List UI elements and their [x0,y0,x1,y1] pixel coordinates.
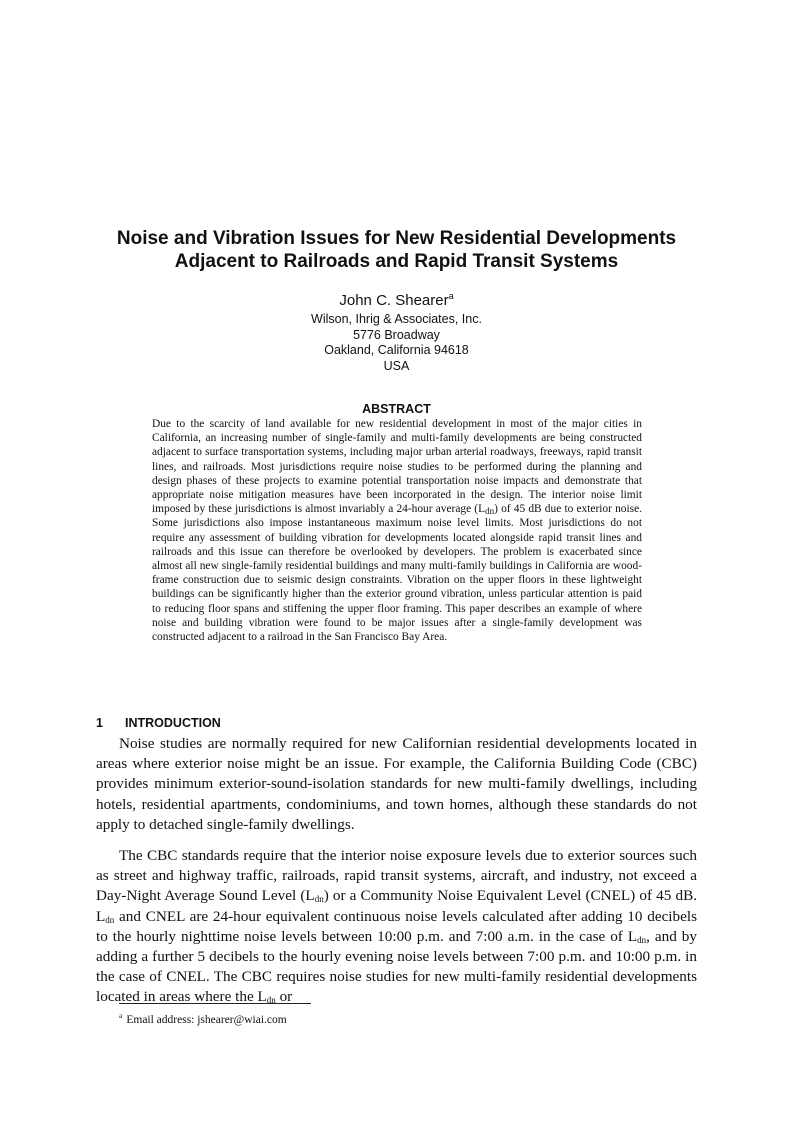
ldn-subscript: dn [485,506,495,517]
footnote-divider [119,1003,311,1004]
author-name [0,285,793,312]
abstract-heading: ABSTRACT [362,402,431,416]
affiliation-line: Oakland, California 94618 [324,343,469,357]
footnote-text: Email address: jshearer@wiai.com [126,1013,287,1026]
intro-paragraph-2 [96,846,697,1008]
paragraph-text-part: ) or a Community Noise Equivalent Level (CNEL) of 45 dB. L [96,887,697,925]
section-title: INTRODUCTION [125,716,221,730]
author-name-text: John C. Shearer [339,292,449,309]
footnote [119,1011,287,1026]
paper-title-line-1: Noise and Vibration Issues for New Residential Developments [116,228,677,249]
affiliation-line: USA [383,358,410,373]
abstract-text-part: Due to the scarcity of land available for new residential development in most of the major cities in California, an increasing number of single-family and multi-family developments are being constructed adjacent to surface transportation systems, including major urban arterial roadways, freeways, rapid transit lines, and railroads. Most jurisdictions require noise studies to be performed during the planning and design phases of these projects to examine potential transportation noise impacts and demonstrate that appropriate noise mitigation measures have been incorporated in the design. The interior noise limit imposed by these jurisdictions is almost invariably a 24-hour average (L [152,418,642,516]
paragraph-text-part: , and by adding a further 5 decibels to the hourly evening noise levels between 7:00 p.m. and 10:00 p.m. in the case of CNEL. The CBC requires noise studies for new multi-family residential developments located in areas where the L [96,927,697,1006]
ldn-subscript: dn [105,914,115,925]
paragraph-text-part: and CNEL are 24-hour equivalent continuous noise levels calculated after adding 10 decibels to the hourly nighttime noise levels between 10:00 p.m. and 7:00 a.m. in the case of L [96,907,697,945]
paper-title [0,227,793,273]
intro-paragraph-1: Noise studies are normally required for new Californian residential developments located in areas where exterior noise might be an issue. For example, the California Building Code (CBC) provides minimum exterior-sound-isolation standards for new multi-family dwellings, including hotels, residential apartments, condominiums, and town homes, although these standards do not apply to detached single-family dwellings. [96,735,697,833]
ldn-subscript: dn [637,934,647,945]
affiliation-line: 5776 Broadway [353,327,440,342]
section-heading [96,716,221,730]
abstract-text [152,417,642,644]
abstract-text-part: ) of 45 dB due to exterior noise. Some jurisdictions also impose instantaneous maximum noise level limits. Most jurisdictions do not require any assessment of building vibration for developments located alongside rapid transit lines and railroads and this issue can therefore be overlooked by developers. The problem is exacerbated since almost all new single-family residential buildings and many multi-family buildings in California are wood-frame construction due to seismic design constraints. Vibration on the upper floors in these lightweight buildings can be significantly higher than the exterior ground vibration, unless particular attention is paid to reducing floor spans and stiffening the upper floor framing. This paper describes an example of where noise and building vibration were found to be major issues after a single-family development was constructed adjacent to a railroad in the San Francisco Bay Area. [152,503,643,644]
ldn-subscript: dn [314,894,324,905]
affiliation [0,312,793,374]
paragraph-text-part: or [275,988,293,1006]
paper-title-line-2: Adjacent to Railroads and Rapid Transit Systems [174,251,619,272]
section-number: 1 [96,716,103,730]
footnote-mark: a [119,1011,123,1020]
ldn-subscript: dn [266,995,276,1006]
paragraph-text-part: The CBC standards require that the interior noise exposure levels due to exterior sources such as street and highway traffic, railroads, rapid transit systems, aircraft, and industry, not exceed a Day-Night Average Sound Level (L [96,847,697,905]
affiliation-line: Wilson, Ihrig & Associates, Inc. [311,312,482,326]
author-footnote-mark: a [448,291,454,301]
author-block [0,285,793,374]
